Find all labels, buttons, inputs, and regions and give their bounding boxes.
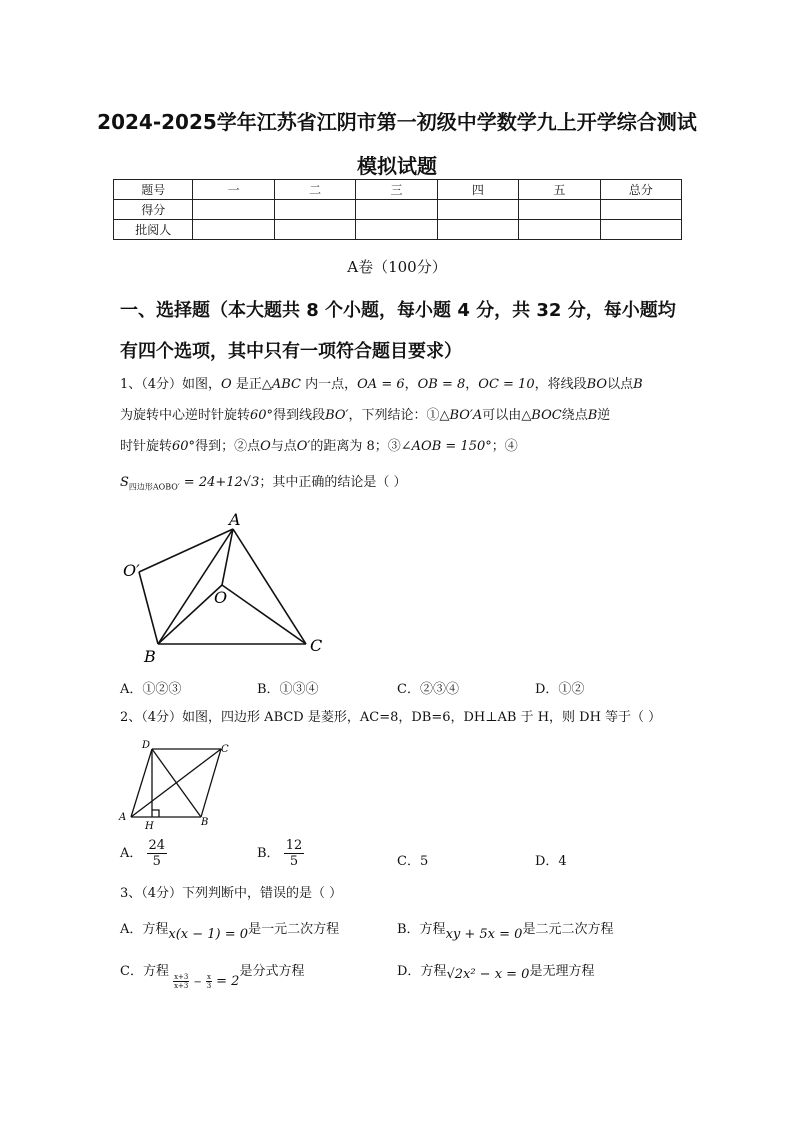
- q1-math: O′: [296, 439, 311, 454]
- q1-text: 以点: [607, 377, 634, 392]
- label-C: C: [221, 744, 229, 755]
- reviewer-cell: [274, 220, 355, 240]
- q1-text: ；④: [491, 439, 518, 454]
- equation-rhs: = 2: [216, 974, 240, 989]
- q1-math: B: [587, 408, 598, 423]
- q3-option-a-math: x(x − 1) = 0: [168, 927, 249, 942]
- segment-CB: [201, 749, 221, 817]
- q3-option-c-label: C．方程: [120, 964, 169, 979]
- q1-text: 得到；②点: [195, 439, 261, 454]
- q2-option-a-label: A．: [120, 846, 143, 861]
- q1-text: 为旋转中心逆时针旋转: [120, 408, 251, 423]
- score-table-header-cell: 二: [274, 180, 355, 200]
- q3-option-a-text: 是一元二次方程: [248, 922, 340, 937]
- q1-line2: [120, 407, 610, 425]
- q1-text: 内一点，: [301, 377, 358, 392]
- q1-text: ；其中正确的结论是（ ）: [259, 475, 407, 490]
- q1-text: 绕点: [561, 408, 588, 423]
- label-H: H: [145, 821, 154, 832]
- q1-text: 与点: [270, 439, 297, 454]
- label-A: A: [119, 812, 127, 823]
- score-table-header-cell: 五: [519, 180, 600, 200]
- q1-math: 60°: [250, 408, 274, 423]
- score-table: [113, 179, 682, 240]
- segment-AD: [131, 749, 152, 817]
- q1-line3: [120, 438, 518, 456]
- fraction-denominator: x+3: [174, 982, 189, 990]
- q1-text: 的距离为 8；③: [310, 439, 401, 454]
- q1-text: 是正: [231, 377, 262, 392]
- q1-math: = 24+12√3: [179, 475, 260, 490]
- q1-option-c[interactable]: C．②③④: [397, 682, 459, 697]
- reviewer-cell: [437, 220, 518, 240]
- q2-option-d[interactable]: D．4: [535, 854, 567, 869]
- section-heading-line1: 一、选择题（本大题共 8 个小题，每小题 4 分，共 32 分，每小题均: [120, 300, 676, 321]
- q1-line4: [120, 474, 407, 497]
- q1-math: ∠AOB = 150°: [400, 439, 492, 454]
- label-D: D: [142, 740, 151, 751]
- score-cell: [437, 200, 518, 220]
- q1-math: BO′: [325, 408, 349, 423]
- label-B: B: [201, 817, 209, 828]
- q1-text: ，: [465, 377, 479, 392]
- reviewer-cell: [193, 220, 274, 240]
- q1-math: O: [221, 377, 232, 392]
- q1-math: S: [120, 475, 129, 490]
- q1-math: △BOC: [521, 408, 562, 423]
- q1-text: 逆: [597, 408, 611, 423]
- q3-option-c[interactable]: [120, 960, 305, 990]
- reviewer-cell: [600, 220, 681, 240]
- q1-math: OC = 10: [478, 377, 535, 392]
- q1-math: BO: [586, 377, 608, 392]
- fraction: [173, 973, 189, 990]
- label-C: C: [310, 636, 323, 655]
- fraction-numerator: x+3: [174, 973, 189, 981]
- page-title-line1: 2024-2025学年江苏省江阴市第一初级中学数学九上开学综合测试: [97, 110, 697, 134]
- q1-text: ，下列结论：①: [348, 408, 440, 423]
- fraction-numerator: x: [207, 973, 211, 981]
- fraction: [206, 973, 212, 990]
- fraction-denominator: 5: [152, 854, 161, 869]
- score-cell: [356, 200, 437, 220]
- score-cell: [193, 200, 274, 220]
- minus-sign: −: [193, 977, 202, 988]
- q2-text: 2、（4分）如图，四边形 ABCD 是菱形，AC=8，DB=6，DH⊥AB 于 H，则 DH 等于（ ）: [120, 710, 662, 725]
- q2-option-a[interactable]: [120, 838, 167, 869]
- q1-math: △BO′A: [439, 408, 483, 423]
- q1-option-d[interactable]: D．①②: [535, 682, 585, 697]
- q2-option-b-label: B．: [257, 846, 280, 861]
- q3-option-b-text: 是二元二次方程: [522, 922, 614, 937]
- q3-option-b[interactable]: [397, 918, 614, 942]
- label-A: A: [229, 510, 241, 529]
- q3-option-d-text: 是无理方程: [529, 964, 595, 979]
- score-table-header-cell: 三: [356, 180, 437, 200]
- q2-option-c[interactable]: C．5: [397, 854, 429, 869]
- q1-math: △ABC: [261, 377, 301, 392]
- q2-figure: [117, 738, 227, 833]
- segment-OpB: [139, 572, 158, 644]
- reviewer-cell: [356, 220, 437, 240]
- q1-math: OA = 6: [357, 377, 405, 392]
- segment-AC: [233, 529, 306, 644]
- section-heading-line2: 有四个选项，其中只有一项符合题目要求）: [120, 341, 462, 362]
- q1-figure: [115, 505, 335, 670]
- q1-line1: [120, 376, 643, 394]
- q3-option-d-math: √2x² − x = 0: [446, 967, 530, 982]
- volume-heading: A卷（100分）: [347, 258, 447, 276]
- q3-option-c-math: [173, 973, 239, 990]
- q3-option-b-label: B．方程: [397, 922, 446, 937]
- score-table-reviewer-row: [114, 220, 682, 240]
- right-angle-mark: [152, 810, 159, 817]
- q1-option-b[interactable]: B．①③④: [257, 682, 319, 697]
- reviewer-row-label: 批阅人: [114, 220, 193, 240]
- score-table-header-cell: 题号: [114, 180, 193, 200]
- q3-option-b-math: xy + 5x = 0: [445, 927, 523, 942]
- q1-math-subscript: 四边形AOBO′: [128, 482, 180, 492]
- q3-text: 3、（4分）下列判断中，错误的是（ ）: [120, 886, 343, 901]
- q1-math: O: [260, 439, 271, 454]
- fraction-numerator: 12: [285, 838, 303, 853]
- score-cell: [274, 200, 355, 220]
- score-table-header-cell: 一: [193, 180, 274, 200]
- page-title-line2: 模拟试题: [357, 154, 437, 178]
- q3-option-d[interactable]: [397, 960, 595, 982]
- score-cell: [600, 200, 681, 220]
- fraction-denominator: 5: [289, 854, 299, 869]
- reviewer-cell: [519, 220, 600, 240]
- diagonal-DB: [152, 749, 201, 817]
- q2-option-a-fraction: [147, 838, 168, 869]
- q1-math: B: [633, 377, 643, 392]
- q1-number: 1、（4分）如图，: [120, 377, 222, 392]
- q1-text: 时针旋转: [120, 439, 173, 454]
- q3-option-d-label: D．方程: [397, 964, 447, 979]
- q1-text: 得到线段: [273, 408, 326, 423]
- q1-math: OB = 8: [417, 377, 466, 392]
- q2-option-b[interactable]: [257, 838, 304, 869]
- segment-OC: [222, 585, 306, 644]
- q1-text: 可以由: [482, 408, 522, 423]
- score-table-header-row: [114, 180, 682, 200]
- score-table-header-cell: 总分: [600, 180, 681, 200]
- q3-option-a[interactable]: [120, 918, 340, 942]
- q3-option-a-label: A．方程: [120, 922, 169, 937]
- q1-option-a[interactable]: A．①②③: [120, 682, 182, 697]
- q1-math: 60°: [172, 439, 196, 454]
- fraction-denominator: 3: [206, 982, 212, 990]
- q2-option-b-fraction: [284, 838, 305, 869]
- score-cell: [519, 200, 600, 220]
- q1-text: ，: [404, 377, 418, 392]
- q3-option-c-text: 是分式方程: [239, 964, 305, 979]
- label-O: O: [214, 588, 228, 607]
- fraction-numerator: 24: [148, 838, 166, 853]
- label-O-prime: O′: [123, 561, 140, 580]
- score-table-score-row: [114, 200, 682, 220]
- q1-text: ，将线段: [534, 377, 587, 392]
- label-B: B: [144, 647, 156, 666]
- score-row-label: 得分: [114, 200, 193, 220]
- score-table-header-cell: 四: [437, 180, 518, 200]
